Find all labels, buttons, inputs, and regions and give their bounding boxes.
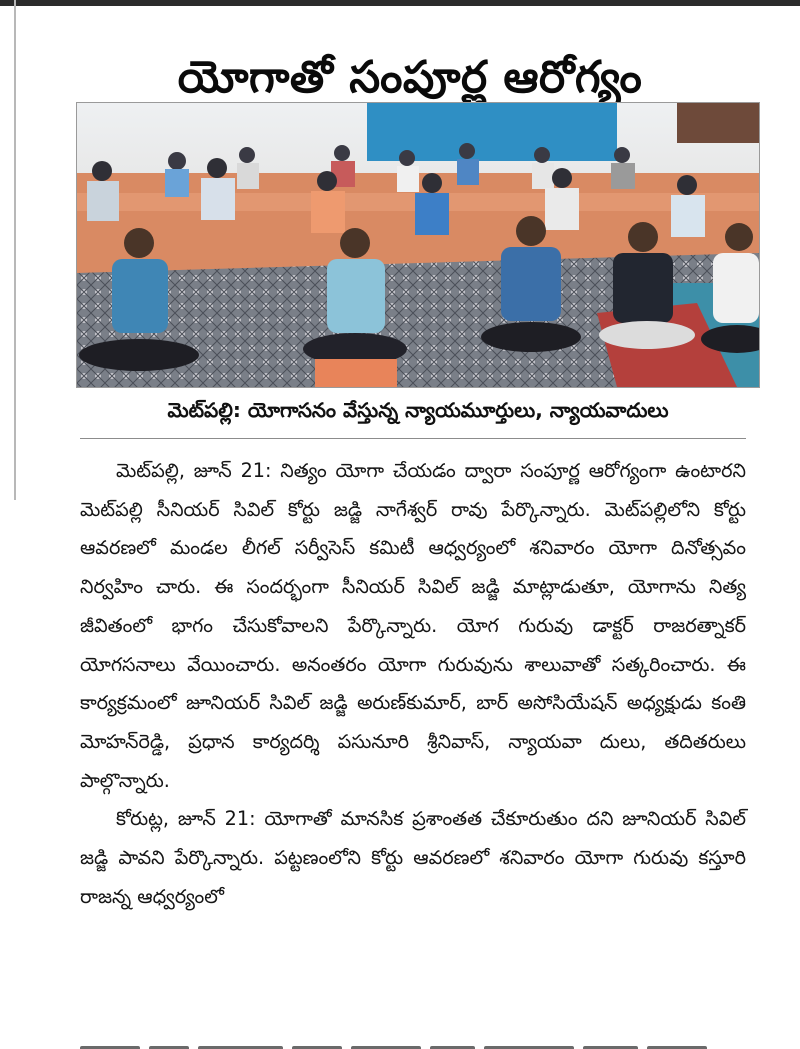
cutoff-text-line: [80, 1036, 746, 1049]
photo-caption: మెట్‌పల్లి: యోగాసనం వేస్తున్న న్యాయమూర్తులు, న్యాయవాదులు: [167, 398, 669, 422]
caption-divider: [80, 438, 746, 439]
article-paragraph: మెట్‌పల్లి, జూన్‌ 21: నిత్యం యోగా చేయడం ద్వారా సంపూర్ణ ఆరోగ్యంగా ఉంటారని మెట్‌పల్లి సీనియర్‌ సివిల్‌ కోర్టు జడ్జి నాగేశ్వర్‌ రావు పేర్కొన్నారు. మెట్‌పల్లిలోని కోర్టు ఆవరణలో మండల లీగల్‌ సర్వీసెస్‌ కమిటీ ఆధ్వర్యంలో శనివారం యోగా దినోత్సవం నిర్వహిం చారు. ఈ సందర్భంగా సీనియర్‌ సివిల్‌ జడ్జి మాట్లాడుతూ, యోగాను నిత్య జీవితంలో భాగం చేసుకోవాలని పేర్కొన్నారు. యోగ గురువు డాక్టర్‌ రాజరత్నాకర్‌ యోగసనాలు వేయించారు. అనంతరం యోగా గురువును శాలువాతో సత్కరించారు. ఈ కార్యక్రమంలో జూనియర్‌ సివిల్‌ జడ్జి అరుణ్‌కుమార్‌, బార్‌ అసోసియేషన్‌ అధ్యక్షుడు కంతి మోహన్‌రెడ్డి, ప్రధాన కార్యదర్శి పసునూరి శ్రీనివాస్‌, న్యాయవా దులు, తదితరులు పాల్గొన్నారు.: [80, 459, 746, 792]
article-paragraph: కోరుట్ల, జూన్‌ 21: యోగాతో మానసిక ప్రశాంతత చేకూరుతుం దని జూనియర్‌ సివిల్‌ జడ్జి పావని పేర్కొన్నారు. పట్టణంలోని కోర్టు ఆవరణలో శనివారం యోగా గురువు కస్తూరి రాజన్న ఆధ్వర్యంలో: [80, 807, 746, 908]
yoga-group-photo-icon: [77, 103, 759, 387]
article-photo: [76, 102, 760, 388]
column-divider: [14, 0, 16, 500]
page-top-edge: [0, 0, 800, 6]
article-headline: యోగాతో సంపూర్ణ ఆరోగ్యం: [177, 52, 643, 104]
article-body: [80, 452, 746, 916]
